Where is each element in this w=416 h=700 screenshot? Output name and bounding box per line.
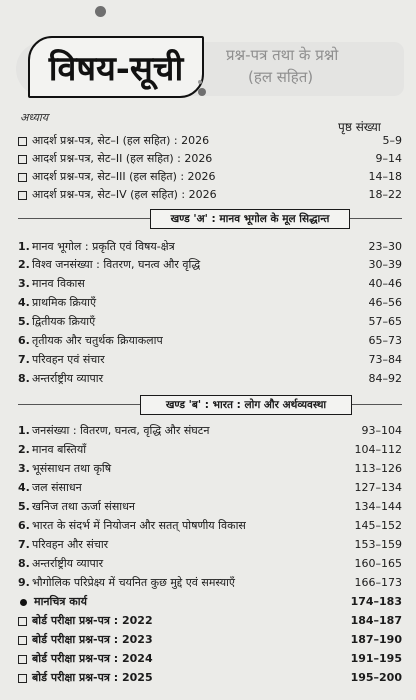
- decorative-dot: [198, 80, 202, 84]
- item-pages: 174–183: [350, 595, 402, 608]
- item-title: आदर्श प्रश्न-पत्र, सेट–IV (हल सहित) : 2026: [32, 188, 217, 201]
- item-title: परिवहन एवं संचार: [32, 353, 105, 366]
- item-number: 2.: [18, 258, 30, 271]
- checkbox-square-icon: [18, 674, 27, 683]
- item-title: आदर्श प्रश्न-पत्र, सेट–I (हल सहित) : 2026: [32, 134, 210, 147]
- item-title: द्वितीयक क्रियाएँ: [32, 315, 96, 328]
- item-pages: 30–39: [368, 258, 402, 271]
- list-item[interactable]: [18, 633, 402, 647]
- faded-heading-line-1: प्रश्न-पत्र तथा के प्रश्नो: [226, 46, 339, 64]
- list-item[interactable]: [18, 538, 402, 552]
- item-title: खनिज तथा ऊर्जा संसाधन: [32, 500, 135, 513]
- item-number: 5.: [18, 315, 30, 328]
- item-title: अन्तर्राष्ट्रीय व्यापार: [32, 557, 104, 570]
- item-title: प्राथमिक क्रियाएँ: [32, 296, 97, 309]
- list-item[interactable]: [18, 576, 402, 590]
- list-item[interactable]: [18, 315, 402, 329]
- item-pages: 5–9: [382, 134, 402, 147]
- item-number: 7.: [18, 538, 30, 551]
- item-pages: 40–46: [368, 277, 402, 290]
- item-pages: 104–112: [354, 443, 402, 456]
- item-title: आदर्श प्रश्न-पत्र, सेट–III (हल सहित) : 2026: [32, 170, 216, 183]
- item-pages: 127–134: [354, 481, 402, 494]
- item-title: मानव बस्तियाँ: [32, 443, 87, 456]
- list-item[interactable]: [18, 334, 402, 348]
- item-number: 6.: [18, 334, 30, 347]
- section-a-header: खण्ड 'अ' : मानव भूगोल के मूल सिद्धान्त: [150, 209, 350, 229]
- item-title: बोर्ड परीक्षा प्रश्न-पत्र : 2023: [32, 633, 153, 646]
- checkbox-square-icon: [18, 636, 27, 645]
- checkbox-square-icon: [18, 655, 27, 664]
- item-pages: 57–65: [368, 315, 402, 328]
- item-title: जल संसाधन: [32, 481, 82, 494]
- item-title: बोर्ड परीक्षा प्रश्न-पत्र : 2025: [32, 671, 153, 684]
- list-item[interactable]: [18, 557, 402, 571]
- list-item[interactable]: [18, 353, 402, 367]
- item-pages: 93–104: [361, 424, 402, 437]
- list-item[interactable]: [18, 258, 402, 272]
- item-title: आदर्श प्रश्न-पत्र, सेट–II (हल सहित) : 2026: [32, 152, 213, 165]
- item-pages: 160–165: [354, 557, 402, 570]
- decorative-dot: [95, 6, 106, 17]
- item-pages: 145–152: [354, 519, 402, 532]
- item-number: 1.: [18, 240, 30, 253]
- item-number: 9.: [18, 576, 30, 589]
- faded-heading-text: [226, 44, 396, 88]
- item-number: 8.: [18, 372, 30, 385]
- item-pages: 191–195: [350, 652, 402, 665]
- list-item[interactable]: [18, 296, 402, 310]
- checkbox-square-icon: [18, 617, 27, 626]
- item-pages: 195–200: [350, 671, 402, 684]
- item-title: परिवहन और संचार: [32, 538, 109, 551]
- list-item[interactable]: [18, 481, 402, 495]
- checkbox-square-icon: [18, 137, 27, 146]
- list-item[interactable]: [18, 500, 402, 514]
- item-title: मानव विकास: [32, 277, 85, 290]
- list-item[interactable]: [18, 134, 402, 148]
- item-number: 2.: [18, 443, 30, 456]
- list-item[interactable]: [18, 152, 402, 166]
- list-item[interactable]: [18, 424, 402, 438]
- section-b-header: खण्ड 'ब' : भारत : लोग और अर्थव्यवस्था: [140, 395, 352, 415]
- list-item[interactable]: [18, 170, 402, 184]
- item-pages: 46–56: [368, 296, 402, 309]
- item-title: विश्व जनसंख्या : वितरण, घनत्व और वृद्धि: [32, 258, 201, 271]
- list-item[interactable]: [18, 277, 402, 291]
- item-number: 4.: [18, 296, 30, 309]
- item-title: मानव भूगोल : प्रकृति एवं विषय-क्षेत्र: [32, 240, 175, 253]
- page-number-column-label: पृष्ठ संख्या: [338, 120, 381, 134]
- list-item[interactable]: [18, 462, 402, 476]
- item-number: 8.: [18, 557, 30, 570]
- item-pages: 73–84: [368, 353, 402, 366]
- list-item[interactable]: [18, 188, 402, 202]
- item-pages: 9–14: [375, 152, 402, 165]
- chapter-column-label: अध्याय: [20, 111, 49, 124]
- item-title: अन्तर्राष्ट्रीय व्यापार: [32, 372, 104, 385]
- item-title: भूसंसाधन तथा कृषि: [32, 462, 112, 475]
- item-title: तृतीयक और चतुर्थक क्रियाकलाप: [32, 334, 163, 347]
- item-number: 6.: [18, 519, 30, 532]
- list-item[interactable]: [18, 240, 402, 254]
- page-title: विषय-सूची: [48, 49, 184, 89]
- item-pages: 14–18: [368, 170, 402, 183]
- item-pages: 187–190: [350, 633, 402, 646]
- item-title: मानचित्र कार्य: [34, 595, 87, 608]
- list-item[interactable]: [18, 372, 402, 386]
- checkbox-square-icon: [18, 173, 27, 182]
- item-pages: 184–187: [350, 614, 402, 627]
- checkbox-square-icon: [18, 191, 27, 200]
- decorative-dot: [198, 88, 206, 96]
- item-title: बोर्ड परीक्षा प्रश्न-पत्र : 2024: [32, 652, 153, 665]
- item-number: 4.: [18, 481, 30, 494]
- list-item[interactable]: [18, 614, 402, 628]
- item-pages: 84–92: [368, 372, 402, 385]
- faded-heading-line-2: (हल सहित): [248, 68, 314, 86]
- list-item[interactable]: [18, 671, 402, 685]
- item-title: बोर्ड परीक्षा प्रश्न-पत्र : 2022: [32, 614, 153, 627]
- item-pages: 23–30: [368, 240, 402, 253]
- item-title: भौगोलिक परिप्रेक्ष्य में चयनित कुछ मुद्दे एवं समस्याएँ: [32, 576, 236, 589]
- item-pages: 134–144: [354, 500, 402, 513]
- item-number: 7.: [18, 353, 30, 366]
- checkbox-square-icon: [18, 155, 27, 164]
- title-box: [28, 36, 204, 98]
- list-item[interactable]: [18, 443, 402, 457]
- item-pages: 65–73: [368, 334, 402, 347]
- list-item[interactable]: [18, 519, 402, 533]
- item-title: जनसंख्या : वितरण, घनत्व, वृद्धि और संघटन: [32, 424, 210, 437]
- item-title: भारत के संदर्भ में नियोजन और सतत् पोषणीय विकास: [32, 519, 246, 532]
- bullet-icon: [20, 599, 27, 606]
- item-number: 5.: [18, 500, 30, 513]
- list-item-map-work[interactable]: [18, 595, 402, 609]
- item-number: 1.: [18, 424, 30, 437]
- item-number: 3.: [18, 462, 30, 475]
- item-pages: 18–22: [368, 188, 402, 201]
- list-item[interactable]: [18, 652, 402, 666]
- item-pages: 166–173: [354, 576, 402, 589]
- item-pages: 113–126: [354, 462, 402, 475]
- item-number: 3.: [18, 277, 30, 290]
- item-pages: 153–159: [354, 538, 402, 551]
